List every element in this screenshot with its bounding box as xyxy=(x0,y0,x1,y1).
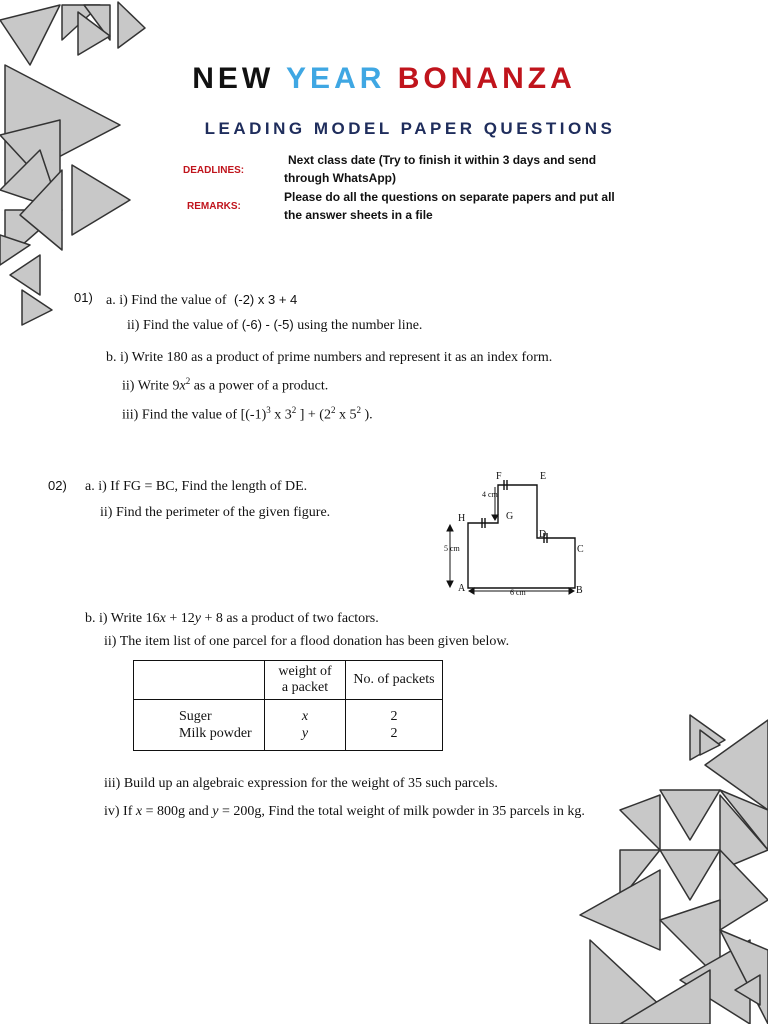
figure-label-b: B xyxy=(576,585,583,596)
figure-label-h: H xyxy=(458,513,466,524)
question-2b-iii: iii) Build up an algebraic expression for the weight of 35 such parcels. xyxy=(104,776,498,791)
remarks-label: REMARKS: xyxy=(187,201,241,212)
q2b-i-x: x xyxy=(159,611,166,626)
q2b-i-pre: b. i) Write 16 xyxy=(85,611,160,626)
decorative-triangles-left xyxy=(0,0,160,340)
q1b-iii-expr-b: x 3 xyxy=(270,407,292,423)
q2b-i-mid: + 12 xyxy=(165,611,195,626)
q1a-ii-post: using the number line. xyxy=(297,318,423,333)
figure-label-f: F xyxy=(496,471,502,482)
title-bonanza: BONANZA xyxy=(397,62,576,95)
decorative-triangles-right xyxy=(560,700,768,1024)
deadlines-line1: Next class date (Try to finish it within 3 days and send xyxy=(288,153,597,167)
table-counts-cell xyxy=(346,700,443,751)
question-1a-i xyxy=(106,292,297,309)
question-1b-iii xyxy=(122,405,373,424)
table-items-cell xyxy=(134,700,265,751)
figure-dim-5cm: 5 cm xyxy=(444,544,460,553)
page-title xyxy=(0,62,768,96)
question-1a-ii xyxy=(127,317,422,334)
q1b-ii-exp: 2 xyxy=(185,376,191,386)
title-new: NEW xyxy=(192,62,275,95)
deadlines-line2: through WhatsApp) xyxy=(284,171,396,185)
item-milk-powder: Milk powder xyxy=(179,726,252,741)
q1b-iii-exp-b: 2 xyxy=(291,405,297,415)
item-suger: Suger xyxy=(179,709,212,724)
question-2b-iv xyxy=(104,804,585,820)
page-subtitle: LEADING MODEL PAPER QUESTIONS xyxy=(204,119,616,138)
q1b-iii-expr-d: x 5 xyxy=(335,407,357,423)
q1b-iii-expr-e: ). xyxy=(360,407,373,423)
figure-dim-6cm: 6 cm xyxy=(510,588,526,597)
table-row xyxy=(134,700,443,751)
figure-label-g: G xyxy=(506,511,514,522)
question-1b-ii xyxy=(122,376,328,395)
weight-suger: x xyxy=(301,709,309,724)
deadlines-label: DEADLINES: xyxy=(183,165,245,176)
count-suger: 2 xyxy=(390,709,398,724)
remarks-line1: Please do all the questions on separate papers and put all xyxy=(284,190,615,204)
figure-outline xyxy=(468,485,575,588)
weight-milk-powder: y xyxy=(301,726,309,741)
q2b-iv-mid: = 800g and xyxy=(142,804,209,819)
table-header-packets: No. of packets xyxy=(346,661,443,700)
q2b-i-y: y xyxy=(194,611,201,626)
q1b-iii-exp-c: 2 xyxy=(330,405,336,415)
question-2a-ii: ii) Find the perimeter of the given figure. xyxy=(100,505,331,520)
question-2b-ii: ii) The item list of one parcel for a flood donation has been given below. xyxy=(104,634,510,649)
q1b-iii-expr-a: [(-1) xyxy=(240,407,267,423)
q1b-iii-exp-a: 3 xyxy=(266,405,271,415)
q2b-iv-y: y xyxy=(212,804,219,819)
q1a-i-expression: (-2) x 3 + 4 xyxy=(234,292,298,307)
figure-label-c: C xyxy=(577,544,584,555)
figure-dim-4cm: 4 cm xyxy=(482,490,498,499)
q1a-ii-pre: ii) Find the value of xyxy=(127,318,239,333)
remarks-line2: the answer sheets in a file xyxy=(284,208,433,222)
q2b-iv-post: = 200g, Find the total weight of milk powder in 35 parcels in kg. xyxy=(218,804,585,819)
parcel-items-table xyxy=(133,660,443,751)
composite-shape-figure xyxy=(440,465,600,600)
figure-label-e: E xyxy=(540,471,547,482)
q1b-iii-pre: iii) Find the value of xyxy=(122,407,238,423)
q1b-iii-expr-c: ] + (2 xyxy=(296,407,331,423)
table-weights-cell xyxy=(265,700,346,751)
question-2a-i: a. i) If FG = BC, Find the length of DE. xyxy=(85,479,308,494)
q1b-ii-pre: ii) Write 9 xyxy=(122,378,180,394)
q1b-ii-post: as a power of a product. xyxy=(193,378,329,394)
title-year: YEAR xyxy=(286,62,386,95)
q1a-i-text: a. i) Find the value of xyxy=(106,293,227,308)
q1a-ii-expression: (-6) - (-5) xyxy=(241,317,294,332)
q2b-iv-x: x xyxy=(135,804,143,819)
q1b-ii-var: x xyxy=(179,378,186,394)
question-1b-i: b. i) Write 180 as a product of prime numbers and represent it as an index form. xyxy=(106,350,553,365)
q2b-iv-pre: iv) If xyxy=(104,804,133,819)
figure-label-a: A xyxy=(458,583,466,594)
table-header-weight: weight of a packet xyxy=(265,661,346,700)
q1b-iii-exp-d: 2 xyxy=(356,405,361,415)
table-header-cell xyxy=(134,661,265,700)
question-2b-i xyxy=(85,611,379,627)
table-header-row xyxy=(134,661,443,700)
question-1-number: 01) xyxy=(74,290,93,305)
figure-label-d: D xyxy=(539,529,547,540)
question-2-number: 02) xyxy=(48,478,67,493)
count-milk-powder: 2 xyxy=(390,726,398,741)
q2b-i-post: + 8 as a product of two factors. xyxy=(200,611,379,626)
